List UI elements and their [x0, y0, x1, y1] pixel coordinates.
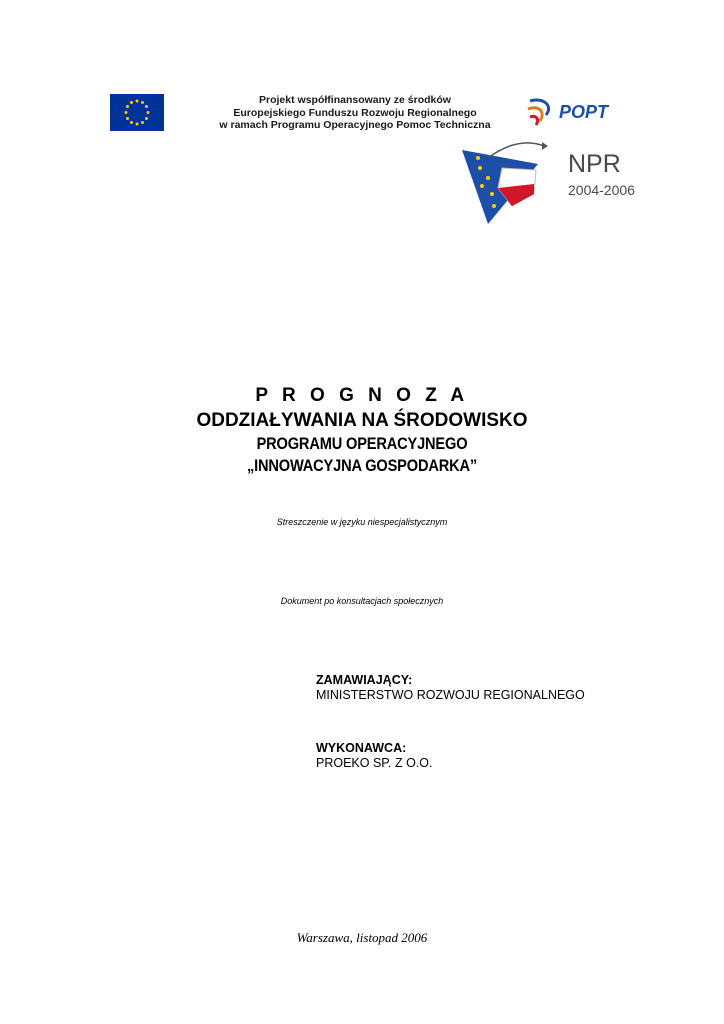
- npr-logo-years: 2004-2006: [568, 182, 635, 198]
- npr-emblem-icon: [458, 140, 578, 228]
- npr-logo-text: NPR: [568, 150, 621, 178]
- popt-swirl-icon: [524, 97, 558, 127]
- npr-logo: [458, 140, 638, 228]
- client-block: [316, 673, 585, 703]
- cofinancing-note-line: Europejskiego Funduszu Rozwoju Regionalnego: [233, 106, 477, 119]
- title-line-prognoza: P R O G N O Z A: [255, 385, 469, 406]
- status-note: Dokument po konsultacjach społecznych: [280, 596, 444, 606]
- title-line-impact: ODDZIAŁYWANIA NA ŚRODOWISKO: [196, 410, 528, 431]
- document-title: [0, 384, 724, 477]
- popt-logo-text: POPT: [559, 102, 609, 122]
- contractor-value: PROEKO SP. Z O.O.: [316, 756, 433, 770]
- contractor-label: WYKONAWCA:: [316, 741, 407, 755]
- summary-note: Streszczenie w języku niespecjalistycznym: [276, 517, 448, 527]
- eu-flag-logo: [110, 94, 164, 131]
- cofinancing-note-line: Projekt współfinansowany ze środków: [259, 94, 451, 106]
- title-line-program: PROGRAMU OPERACYJNEGO: [256, 434, 468, 453]
- client-label: ZAMAWIAJĄCY:: [316, 673, 413, 687]
- place-date: Warszawa, listopad 2006: [296, 930, 428, 945]
- popt-logo: [524, 94, 624, 130]
- cofinancing-note-line: w ramach Programu Operacyjnego Pomoc Techniczna: [219, 119, 491, 131]
- title-line-name: „INNOWACYJNA GOSPODARKA”: [246, 456, 478, 475]
- cofinancing-note: [180, 94, 530, 132]
- client-value: MINISTERSTWO ROZWOJU REGIONALNEGO: [316, 688, 585, 702]
- contractor-block: [316, 741, 432, 771]
